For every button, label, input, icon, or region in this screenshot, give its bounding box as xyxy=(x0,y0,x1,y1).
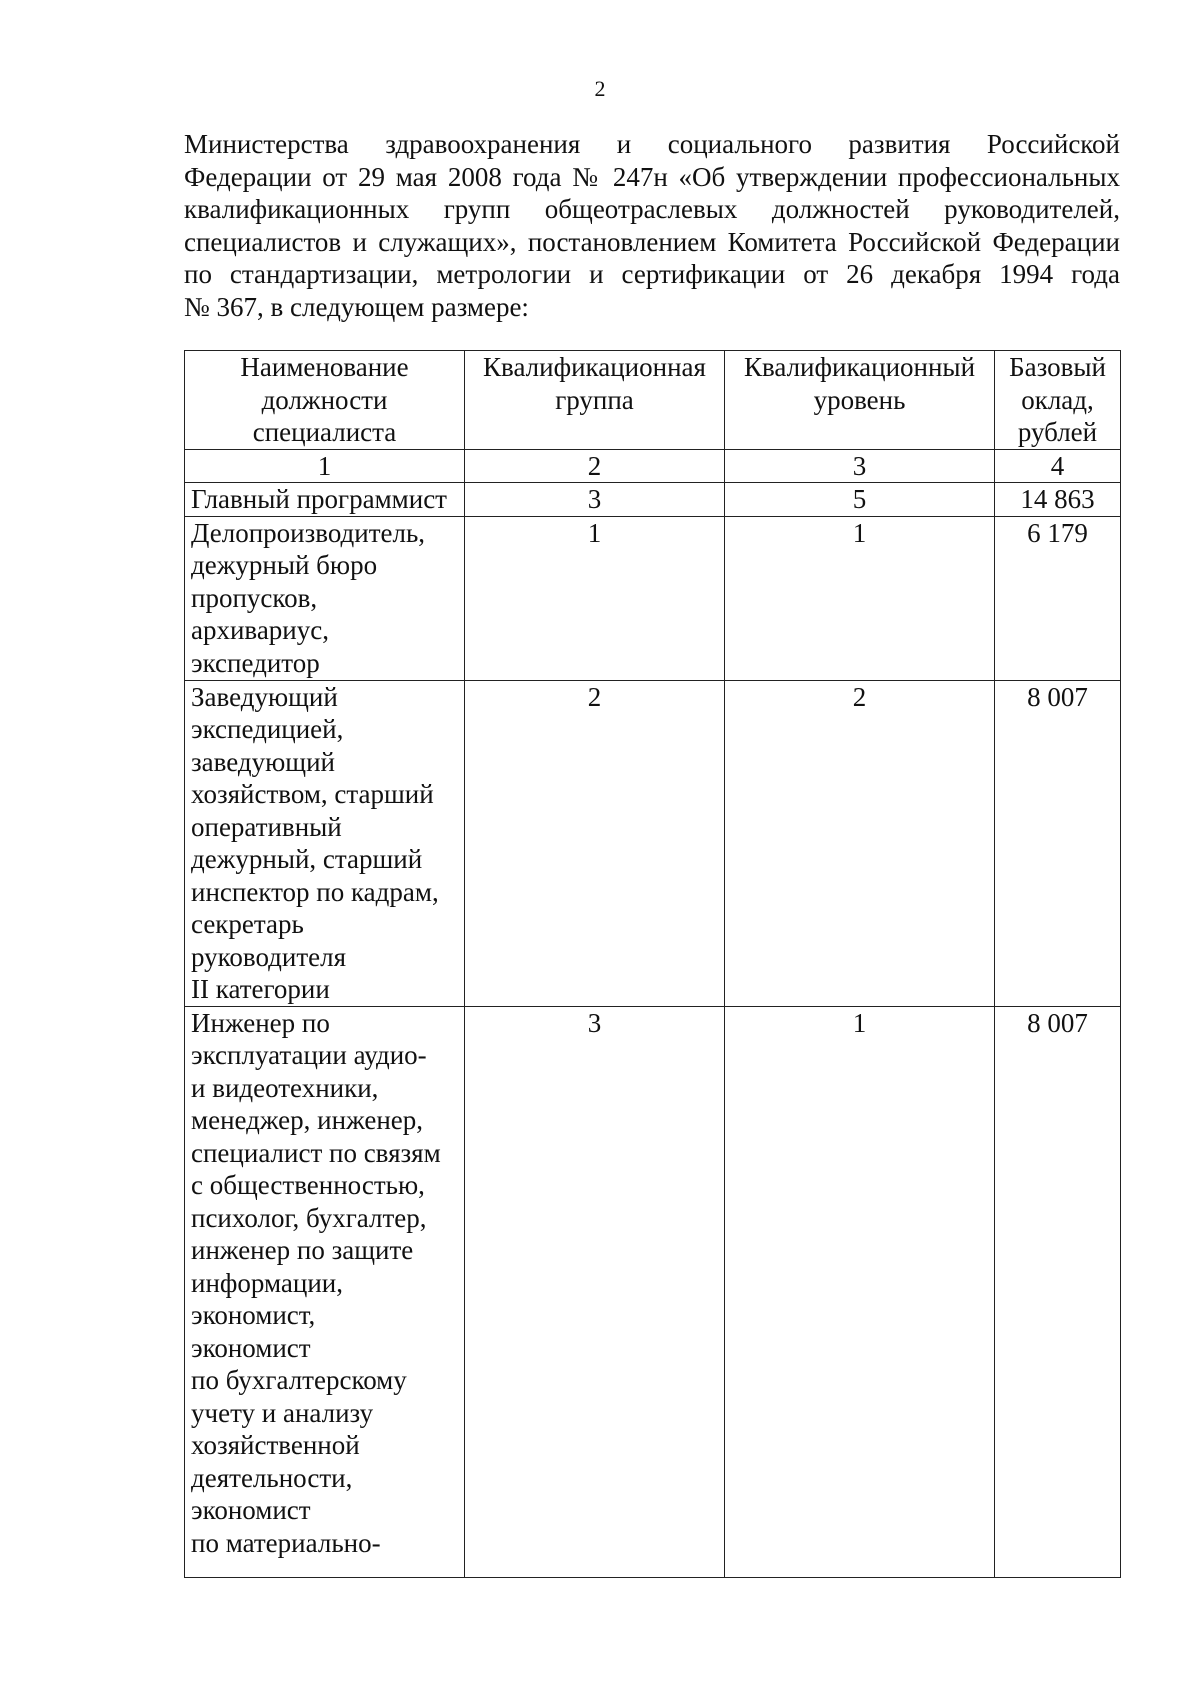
position-name-line: секретарь xyxy=(191,909,304,939)
salary-cell: 14 863 xyxy=(995,483,1121,517)
column-number: 3 xyxy=(725,449,995,483)
position-name-line: архивариус, xyxy=(191,615,329,645)
header-line: специалиста xyxy=(252,417,397,447)
header-base-salary xyxy=(995,351,1121,450)
header-line: Квалификационная xyxy=(483,352,706,382)
position-name-line: психолог, бухгалтер, xyxy=(191,1202,427,1233)
position-name-cell xyxy=(185,483,465,517)
salary-cell: 6 179 xyxy=(995,516,1121,680)
header-line: должности xyxy=(261,384,388,415)
header-qualification-group xyxy=(465,351,725,450)
header-line: Квалификационный xyxy=(743,352,976,382)
position-name-line: деятельности, xyxy=(191,1462,353,1493)
intro-paragraph xyxy=(184,128,1120,323)
column-number: 4 xyxy=(995,449,1121,483)
position-name-line: Главный программист xyxy=(191,484,447,514)
position-name-line: заведующий xyxy=(191,746,335,777)
header-line: уровень xyxy=(813,384,906,415)
position-name-cell xyxy=(185,516,465,680)
salary-cell: 8 007 xyxy=(995,1006,1121,1577)
position-name-line: дежурный, старший xyxy=(191,844,423,874)
position-name-line: Заведующий xyxy=(191,681,338,712)
table-row xyxy=(185,1006,1121,1577)
position-name-line: экспедитор xyxy=(191,647,320,678)
intro-line: Министерства здравоохранения и социального развития Российской xyxy=(184,129,1120,159)
header-line: Базовый xyxy=(1009,352,1106,382)
header-line: оклад, xyxy=(1021,384,1094,415)
position-name-line: Инженер по xyxy=(191,1007,330,1038)
position-name-line: с общественностью, xyxy=(191,1170,425,1200)
position-name-line: Делопроизводитель, xyxy=(191,517,426,548)
header-position-name xyxy=(185,351,465,450)
table-header-row xyxy=(185,351,1121,450)
position-name-line: инспектор по кадрам, xyxy=(191,876,439,907)
column-number: 2 xyxy=(465,449,725,483)
position-name-line: специалист по связям xyxy=(191,1137,441,1168)
column-number-row xyxy=(185,449,1121,483)
position-name-line: экономист, xyxy=(191,1300,316,1330)
position-name-line: экспедицией, xyxy=(191,714,344,744)
table-row xyxy=(185,516,1121,680)
position-name-cell xyxy=(185,680,465,1006)
header-line: Наименование xyxy=(240,352,409,382)
intro-line: квалификационных групп общеотраслевых должностей руководителей, xyxy=(184,194,1120,224)
position-name-line: и видеотехники, xyxy=(191,1072,379,1103)
table-row xyxy=(185,680,1121,1006)
position-name-line: менеджер, инженер, xyxy=(191,1105,424,1135)
intro-line: специалистов и служащих», постановлением Комитета Российской Федерации xyxy=(184,226,1120,257)
position-name-line: дежурный бюро xyxy=(191,550,378,580)
position-name-line: хозяйственной xyxy=(191,1430,360,1460)
level-cell: 5 xyxy=(725,483,995,517)
intro-line: Федерации от 29 мая 2008 года № 247н «Об утверждении профессиональных xyxy=(184,161,1120,192)
position-name-line: экономист xyxy=(191,1332,311,1363)
intro-line: по стандартизации, метрологии и сертификации от 26 декабря 1994 года xyxy=(184,259,1120,289)
group-cell: 3 xyxy=(465,1006,725,1577)
salary-table xyxy=(184,350,1121,1578)
group-cell: 3 xyxy=(465,483,725,517)
header-qualification-level xyxy=(725,351,995,450)
group-cell: 2 xyxy=(465,680,725,1006)
group-cell: 1 xyxy=(465,516,725,680)
position-name-line: оперативный xyxy=(191,811,342,842)
intro-line: № 367, в следующем размере: xyxy=(184,291,529,322)
salary-cell: 8 007 xyxy=(995,680,1121,1006)
position-name-line: инженер по защите xyxy=(191,1235,414,1265)
page-number: 2 xyxy=(594,76,606,101)
position-name-line: пропусков, xyxy=(191,582,318,613)
position-name-cell xyxy=(185,1006,465,1577)
position-name-line: по бухгалтерскому xyxy=(191,1365,407,1395)
table-row xyxy=(185,483,1121,517)
position-name-line: эксплуатации аудио- xyxy=(191,1040,427,1070)
position-name-line: по материально- xyxy=(191,1527,381,1558)
position-name-line: информации, xyxy=(191,1267,343,1298)
header-line: группа xyxy=(555,384,634,415)
position-name-line: II категории xyxy=(191,974,330,1004)
position-name-line: экономист xyxy=(191,1495,311,1525)
header-line: рублей xyxy=(1017,417,1098,447)
position-name-line: учету и анализу xyxy=(191,1397,374,1428)
level-cell: 2 xyxy=(725,680,995,1006)
position-name-line: руководителя xyxy=(191,941,347,972)
level-cell: 1 xyxy=(725,516,995,680)
level-cell: 1 xyxy=(725,1006,995,1577)
position-name-line: хозяйством, старший xyxy=(191,779,434,809)
column-number: 1 xyxy=(185,449,465,483)
